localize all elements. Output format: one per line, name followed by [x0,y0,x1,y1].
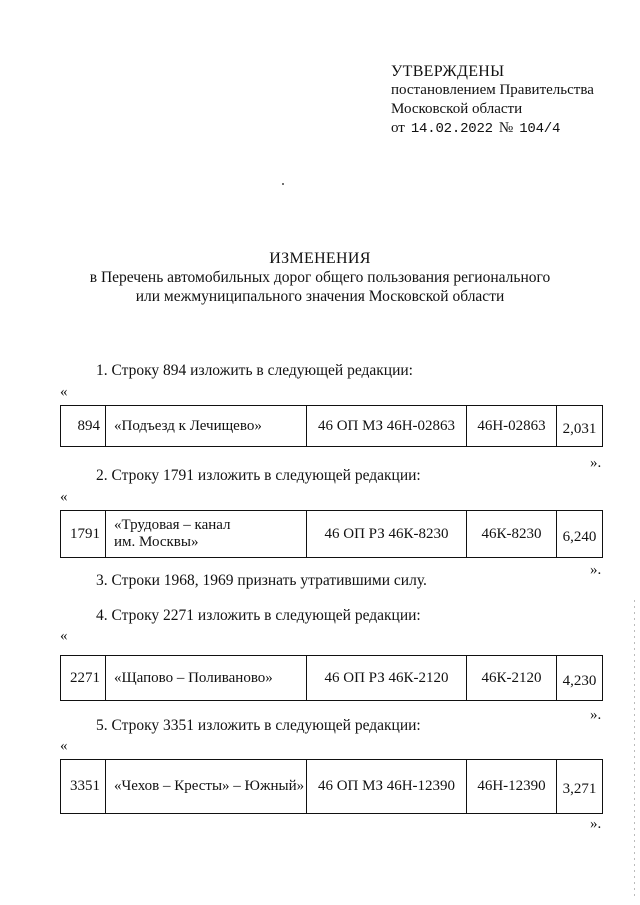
title-heading: ИЗМЕНЕНИЯ [269,250,371,267]
stamp-number: 104/4 [519,121,561,137]
road-reg-number: 46Н-02863 [466,406,556,446]
road-reg-number: 46Н-12390 [466,760,556,813]
stamp-date-prefix: от [391,120,405,136]
table-row-1791 [60,510,603,558]
row-number: 3351 [70,778,100,794]
item-5-text: 5. Строку 3351 изложить в следующей редакции: [96,717,421,734]
quote-close-1: ». [590,455,602,471]
quote-close-4: ». [590,707,602,723]
item-4-text: 4. Строку 2271 изложить в следующей редакции: [96,607,421,624]
quote-close-2: ». [590,562,602,578]
table-row-2271 [60,655,603,701]
stamp-line-2: Московской области [391,101,523,117]
scan-edge [634,600,635,900]
quote-open-1: « [60,384,68,400]
road-reg-number: 46К-8230 [466,511,556,557]
stray-dot [282,183,284,185]
road-id-code: 46 ОП МЗ 46Н-12390 [306,760,466,813]
row-number: 2271 [70,669,100,686]
quote-open-5: « [60,738,68,754]
road-name-line-1: «Трудовая – канал [114,517,231,533]
table-row-894 [60,405,603,447]
item-2-text: 2. Строку 1791 изложить в следующей редакции: [96,467,421,484]
road-name: «Чехов – Кресты» – Южный» [105,760,306,813]
stamp-date-line [391,119,594,139]
road-length: 4,230 [556,656,602,700]
row-number: 894 [77,417,100,434]
stamp-date: 14.02.2022 [410,121,493,137]
road-length: 2,031 [556,406,602,446]
road-name-line-2: им. Москвы» [114,534,199,550]
road-name: «Подъезд к Лечищево» [105,406,306,446]
stamp-line-1: постановлением Правительства [391,82,594,98]
quote-close-5: ». [590,816,602,832]
road-length: 3,271 [556,760,602,813]
road-id-code: 46 ОП РЗ 46К-8230 [306,511,466,557]
road-reg-number: 46К-2120 [466,656,556,700]
quote-open-4: « [60,628,68,644]
title-line-2: или межмуниципального значения Московской области [135,288,505,305]
document-title [0,249,640,306]
road-length: 6,240 [556,511,602,557]
road-id-code: 46 ОП РЗ 46К-2120 [306,656,466,700]
road-name: «Щапово – Поливаново» [105,656,306,700]
stamp-number-sign: № [498,120,514,136]
approval-stamp [391,62,594,139]
stamp-approved: УТВЕРЖДЕНЫ [391,63,505,80]
item-1-text: 1. Строку 894 изложить в следующей редакции: [96,362,413,379]
road-id-code: 46 ОП МЗ 46Н-02863 [306,406,466,446]
row-number: 1791 [70,525,100,542]
table-row-3351 [60,759,603,814]
title-line-1: в Перечень автомобильных дорог общего пользования регионального [89,269,551,286]
road-name [105,511,306,557]
item-3-text: 3. Строки 1968, 1969 признать утратившими силу. [96,572,427,589]
quote-open-2: « [60,489,68,505]
